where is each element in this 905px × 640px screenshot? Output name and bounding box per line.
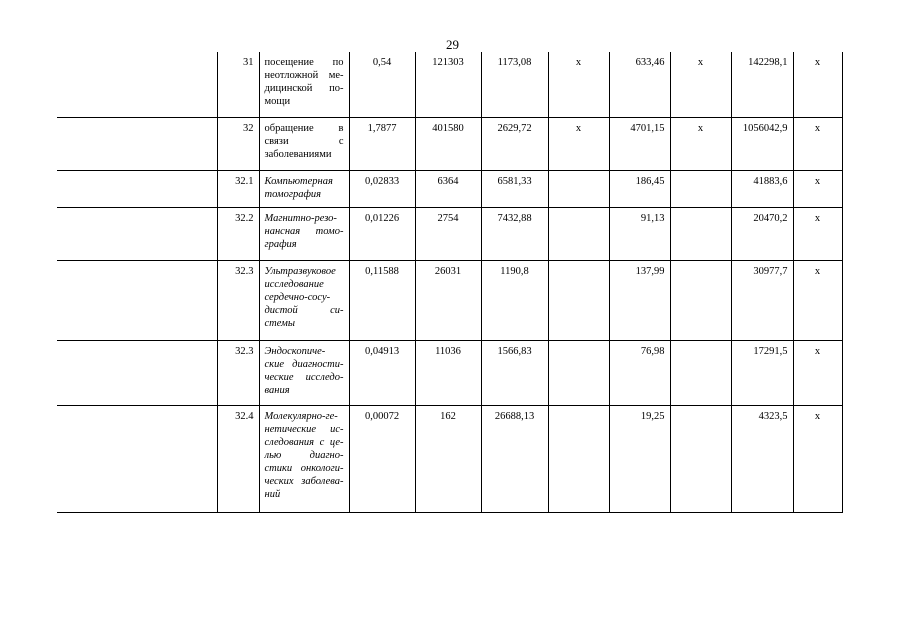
service-name-line: дицинской по- — [264, 83, 344, 94]
volume: 11036 — [415, 340, 481, 405]
cell-c8: х — [793, 207, 842, 260]
service-name-line: ческие исследо- — [264, 371, 344, 383]
row-number: 32.2 — [217, 207, 259, 260]
empty-cell — [57, 260, 217, 340]
page-number: 29 — [446, 37, 459, 52]
table-row — [57, 170, 842, 207]
total-cost: 4323,5 — [731, 405, 793, 512]
service-name-line: Магнитно-резо- — [264, 212, 337, 224]
service-name — [259, 405, 349, 512]
row-number: 32 — [217, 117, 259, 170]
cell-c4 — [548, 340, 609, 405]
service-name-line: стемы — [264, 317, 295, 329]
cell-c8: х — [793, 260, 842, 340]
service-name-line: ний — [264, 488, 281, 500]
total-cost: 41883,6 — [731, 170, 793, 207]
service-name — [259, 340, 349, 405]
volume: 162 — [415, 405, 481, 512]
cell-c6: х — [670, 117, 731, 170]
empty-cell — [57, 405, 217, 512]
total-cost: 17291,5 — [731, 340, 793, 405]
cell-c4 — [548, 207, 609, 260]
service-name-line: заболеваниями — [264, 148, 332, 160]
per-capita: 4701,15 — [609, 117, 670, 170]
per-capita: 76,98 — [609, 340, 670, 405]
service-name-line: сердечно-сосу- — [264, 291, 331, 303]
table-row — [57, 207, 842, 260]
service-name-line: стики онкологи- — [264, 462, 344, 474]
total-cost: 142298,1 — [731, 52, 793, 117]
cell-c4 — [548, 405, 609, 512]
cell-c4 — [548, 170, 609, 207]
norm-volume: 1,7877 — [349, 117, 415, 170]
service-name-line: обращение в — [264, 122, 344, 134]
empty-cell — [57, 117, 217, 170]
row-number: 31 — [217, 52, 259, 117]
service-name-line: Ультразвуковое — [264, 265, 336, 277]
norm-volume: 0,54 — [349, 52, 415, 117]
service-name-line: ческих заболева- — [264, 475, 344, 487]
table-row — [57, 405, 842, 512]
service-name-line: ские диагности- — [264, 358, 344, 370]
table-row — [57, 117, 842, 170]
empty-cell — [57, 207, 217, 260]
service-name-line: посещение по — [264, 57, 344, 68]
cell-c6 — [670, 170, 731, 207]
empty-cell — [57, 52, 217, 117]
service-name-line: следования с це- — [264, 436, 344, 448]
row-number: 32.4 — [217, 405, 259, 512]
per-capita: 19,25 — [609, 405, 670, 512]
tariff-table — [57, 52, 843, 513]
cell-c8: х — [793, 117, 842, 170]
unit-cost: 7432,88 — [481, 207, 548, 260]
cell-c4 — [548, 260, 609, 340]
unit-cost: 2629,72 — [481, 117, 548, 170]
service-name — [259, 260, 349, 340]
volume: 26031 — [415, 260, 481, 340]
volume: 401580 — [415, 117, 481, 170]
cell-c8: х — [793, 170, 842, 207]
per-capita: 91,13 — [609, 207, 670, 260]
unit-cost: 26688,13 — [481, 405, 548, 512]
service-name-line: нансная томо- — [264, 225, 344, 237]
norm-volume: 0,00072 — [349, 405, 415, 512]
cell-c4: х — [548, 117, 609, 170]
unit-cost: 1173,08 — [481, 52, 548, 117]
row-number: 32.3 — [217, 260, 259, 340]
service-name-line: дистой си- — [264, 304, 344, 316]
table-row — [57, 340, 842, 405]
service-name-line: Компьютерная — [264, 175, 333, 187]
norm-volume: 0,01226 — [349, 207, 415, 260]
cell-c6 — [670, 207, 731, 260]
service-name-line: лью диагно- — [264, 449, 344, 461]
service-name-line: неотложной ме- — [264, 70, 344, 81]
service-name — [259, 52, 349, 117]
service-name — [259, 207, 349, 260]
service-name-line: графия — [264, 238, 297, 250]
unit-cost: 6581,33 — [481, 170, 548, 207]
cell-c8: х — [793, 340, 842, 405]
norm-volume: 0,02833 — [349, 170, 415, 207]
table-body — [57, 52, 842, 512]
empty-cell — [57, 340, 217, 405]
norm-volume: 0,04913 — [349, 340, 415, 405]
per-capita: 137,99 — [609, 260, 670, 340]
norm-volume: 0,11588 — [349, 260, 415, 340]
cell-c4: х — [548, 52, 609, 117]
cell-c6 — [670, 405, 731, 512]
cell-c6 — [670, 340, 731, 405]
total-cost: 30977,7 — [731, 260, 793, 340]
service-name — [259, 170, 349, 207]
total-cost: 20470,2 — [731, 207, 793, 260]
service-name-line: исследование — [264, 278, 324, 290]
cell-c8: х — [793, 405, 842, 512]
total-cost: 1056042,9 — [731, 117, 793, 170]
table-row — [57, 260, 842, 340]
cell-c6: х — [670, 52, 731, 117]
unit-cost: 1566,83 — [481, 340, 548, 405]
service-name-line: связи с — [264, 135, 344, 147]
volume: 2754 — [415, 207, 481, 260]
volume: 121303 — [415, 52, 481, 117]
cell-c6 — [670, 260, 731, 340]
unit-cost: 1190,8 — [481, 260, 548, 340]
service-name-line: томография — [264, 188, 322, 200]
table-row — [57, 52, 842, 117]
service-name-line: мощи — [264, 96, 291, 107]
per-capita: 186,45 — [609, 170, 670, 207]
service-name-line: вания — [264, 384, 290, 396]
service-name — [259, 117, 349, 170]
row-number: 32.3 — [217, 340, 259, 405]
row-number: 32.1 — [217, 170, 259, 207]
service-name-line: нетические ис- — [264, 423, 344, 435]
service-name-line: Молекулярно-ге- — [264, 410, 338, 422]
service-name-line: Эндоскопиче- — [264, 345, 326, 357]
cell-c8: х — [793, 52, 842, 117]
per-capita: 633,46 — [609, 52, 670, 117]
empty-cell — [57, 170, 217, 207]
volume: 6364 — [415, 170, 481, 207]
